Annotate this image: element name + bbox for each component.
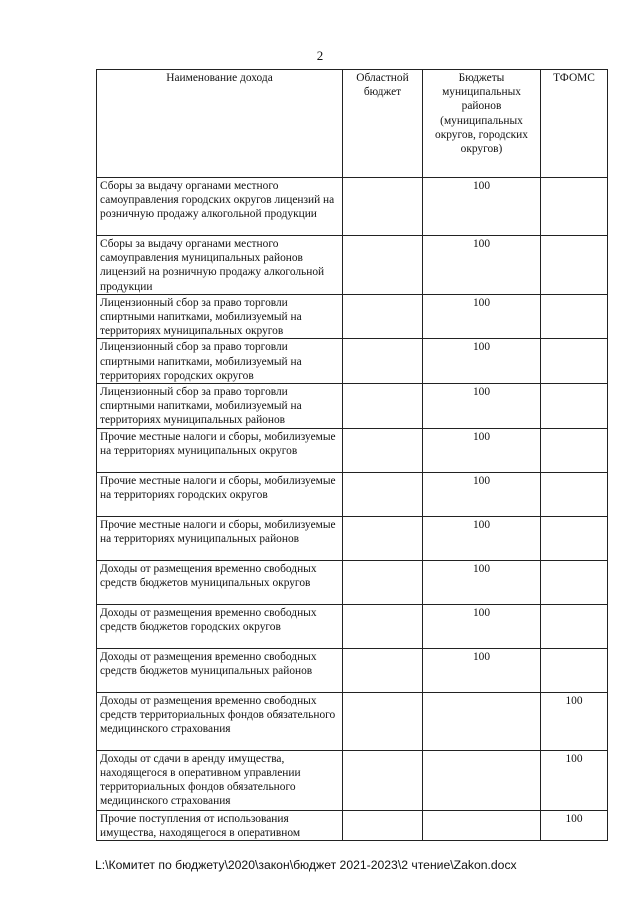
row-tfoms-value xyxy=(541,178,608,236)
row-tfoms-value xyxy=(541,648,608,692)
row-tfoms-value xyxy=(541,472,608,516)
row-revenue-name: Прочие местные налоги и сборы, мобилизуемые на территориях городских округов xyxy=(97,472,343,516)
row-regional-value xyxy=(343,516,423,560)
row-revenue-name: Лицензионный сбор за право торговли спиртными напитками, мобилизуемый на территориях муниципальных округов xyxy=(97,294,343,339)
row-regional-value xyxy=(343,384,423,429)
row-tfoms-value xyxy=(541,339,608,384)
table-row xyxy=(97,236,608,295)
row-regional-value xyxy=(343,560,423,604)
row-revenue-name: Прочие местные налоги и сборы, мобилизуемые на территориях муниципальных районов xyxy=(97,516,343,560)
row-revenue-name: Сборы за выдачу органами местного самоуправления муниципальных районов лицензий на розничную продажу алкогольной продукции xyxy=(97,236,343,295)
row-municipal-value: 100 xyxy=(423,339,541,384)
row-tfoms-value xyxy=(541,236,608,295)
row-tfoms-value xyxy=(541,560,608,604)
row-tfoms-value xyxy=(541,516,608,560)
row-regional-value xyxy=(343,472,423,516)
table-row xyxy=(97,516,608,560)
file-path-footer: L:\Комитет по бюджету\2020\закон\бюджет 2021-2023\2 чтение\Zakon.docx xyxy=(95,858,517,872)
row-municipal-value xyxy=(423,750,541,810)
row-regional-value xyxy=(343,236,423,295)
table-row xyxy=(97,648,608,692)
table-row xyxy=(97,560,608,604)
row-revenue-name: Прочие местные налоги и сборы, мобилизуемые на территориях муниципальных округов xyxy=(97,428,343,472)
row-revenue-name: Доходы от сдачи в аренду имущества, находящегося в оперативном управлении территориальных фондов обязательного медицинского страхования xyxy=(97,750,343,810)
row-revenue-name: Прочие поступления от использования имущества, находящегося в оперативном xyxy=(97,810,343,840)
table-row xyxy=(97,428,608,472)
row-regional-value xyxy=(343,428,423,472)
row-tfoms-value: 100 xyxy=(541,692,608,750)
row-tfoms-value xyxy=(541,604,608,648)
row-tfoms-value xyxy=(541,428,608,472)
row-municipal-value xyxy=(423,810,541,840)
row-revenue-name: Доходы от размещения временно свободных средств бюджетов городских округов xyxy=(97,604,343,648)
row-tfoms-value xyxy=(541,384,608,429)
row-municipal-value: 100 xyxy=(423,648,541,692)
row-regional-value xyxy=(343,604,423,648)
row-revenue-name: Лицензионный сбор за право торговли спиртными напитками, мобилизуемый на территориях муниципальных районов xyxy=(97,384,343,429)
header-revenue-name: Наименование дохода xyxy=(97,70,343,178)
row-municipal-value: 100 xyxy=(423,384,541,429)
row-regional-value xyxy=(343,648,423,692)
table-row xyxy=(97,604,608,648)
row-municipal-value: 100 xyxy=(423,516,541,560)
row-revenue-name: Сборы за выдачу органами местного самоуправления городских округов лицензий на розничную продажу алкогольной продукции xyxy=(97,178,343,236)
table-row xyxy=(97,339,608,384)
table-row xyxy=(97,750,608,810)
row-regional-value xyxy=(343,692,423,750)
row-municipal-value: 100 xyxy=(423,472,541,516)
header-regional-budget: Областной бюджет xyxy=(343,70,423,178)
table-row xyxy=(97,178,608,236)
row-regional-value xyxy=(343,294,423,339)
row-municipal-value: 100 xyxy=(423,428,541,472)
row-municipal-value xyxy=(423,692,541,750)
row-tfoms-value xyxy=(541,294,608,339)
row-regional-value xyxy=(343,750,423,810)
row-regional-value xyxy=(343,339,423,384)
row-municipal-value: 100 xyxy=(423,178,541,236)
row-revenue-name: Доходы от размещения временно свободных средств бюджетов муниципальных округов xyxy=(97,560,343,604)
table-row xyxy=(97,384,608,429)
row-regional-value xyxy=(343,178,423,236)
row-regional-value xyxy=(343,810,423,840)
row-tfoms-value: 100 xyxy=(541,750,608,810)
row-municipal-value: 100 xyxy=(423,236,541,295)
row-revenue-name: Доходы от размещения временно свободных средств бюджетов муниципальных районов xyxy=(97,648,343,692)
table-row xyxy=(97,810,608,840)
row-tfoms-value: 100 xyxy=(541,810,608,840)
table-row xyxy=(97,294,608,339)
row-revenue-name: Лицензионный сбор за право торговли спиртными напитками, мобилизуемый на территориях городских округов xyxy=(97,339,343,384)
row-revenue-name: Доходы от размещения временно свободных средств территориальных фондов обязательного медицинского страхования xyxy=(97,692,343,750)
table-row xyxy=(97,472,608,516)
header-tfoms: ТФОМС xyxy=(541,70,608,178)
row-municipal-value: 100 xyxy=(423,294,541,339)
table-row xyxy=(97,692,608,750)
revenue-distribution-table xyxy=(96,69,608,841)
page-number: 2 xyxy=(316,48,324,63)
row-municipal-value: 100 xyxy=(423,604,541,648)
table-header-row xyxy=(97,70,608,178)
header-municipal-budgets: Бюджеты муниципальных районов (муниципальных округов, городских округов) xyxy=(423,70,541,178)
row-municipal-value: 100 xyxy=(423,560,541,604)
